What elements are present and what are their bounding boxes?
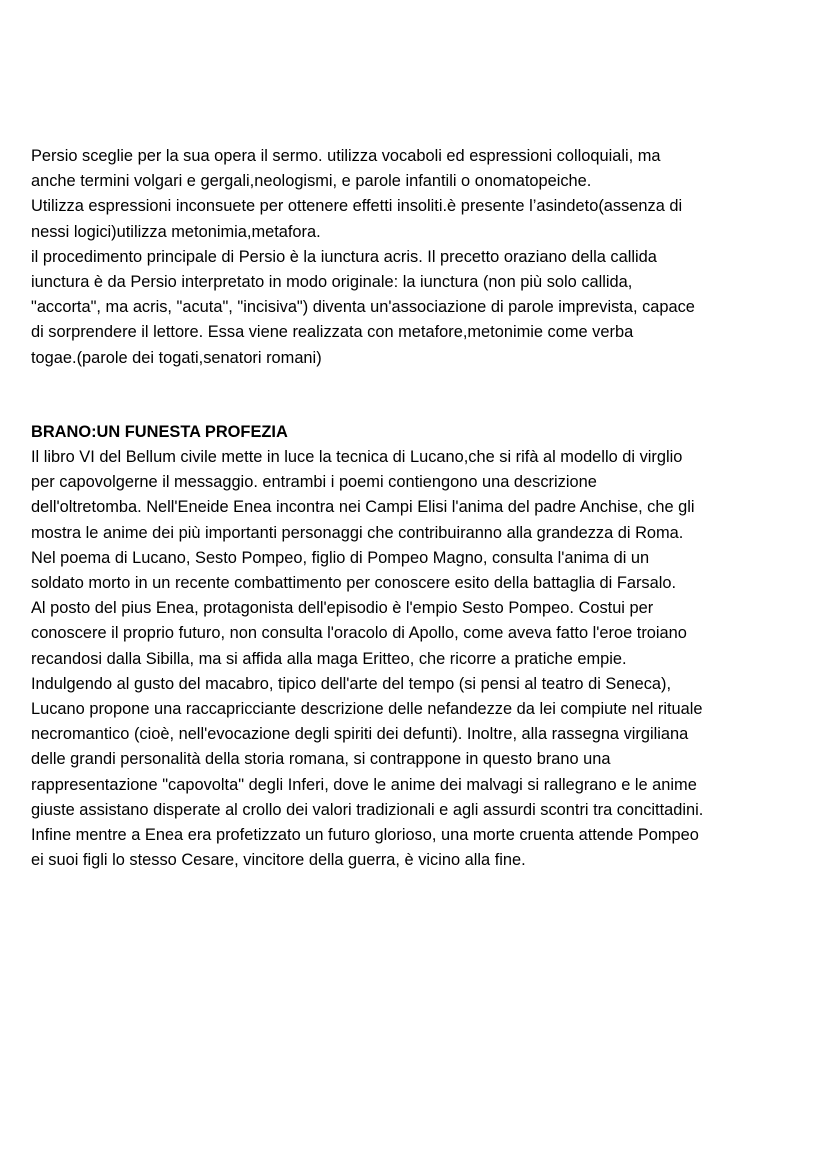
text-line: Utilizza espressioni inconsuete per ottenere effetti insoliti.è presente l’asindeto(assenza di [31,197,683,216]
text-line: recandosi dalla Sibilla, ma si affida alla maga Eritteo, che ricorre a pratiche empie. [31,649,627,668]
section-spacer [31,371,821,420]
text-line: conoscere il proprio futuro, non consulta l'oracolo di Apollo, come aveva fatto l'eroe troiano [31,624,687,643]
text-line: Al posto del pius Enea, protagonista dell'episodio è l'empio Sesto Pompeo. Costui per [31,599,654,618]
text-line: Lucano propone una raccapricciante descrizione delle nefandezze da lei compiute nel rituale [31,700,703,719]
text-line: di sorprendere il lettore. Essa viene realizzata con metafore,metonimie come verba [31,323,634,342]
text-line: dell'oltretomba. Nell'Eneide Enea incontra nei Campi Elisi l'anima del padre Anchise, che gli [31,498,695,517]
text-line: "accorta", ma acris, "acuta", "incisiva") diventa un'associazione di parole imprevista, capace [31,298,695,317]
text-line: necromantico (cioè, nell'evocazione degli spiriti dei defunti). Inoltre, alla rassegna virgiliana [31,725,689,744]
text-line: per capovolgerne il messaggio. entrambi i poemi contiengono una descrizione [31,473,597,492]
text-line: ei suoi figli lo stesso Cesare, vincitore della guerra, è vicino alla fine. [31,851,526,870]
text-line: Il libro VI del Bellum civile mette in luce la tecnica di Lucano,che si rifà al modello di virglio [31,448,683,467]
text-line: Indulgendo al gusto del macabro, tipico dell'arte del tempo (si pensi al teatro di Seneca), [31,674,672,693]
text-line: Infine mentre a Enea era profetizzato un futuro glorioso, una morte cruenta attende Pompeo [31,826,699,845]
text-line: mostra le anime dei più importanti personaggi che contribuiranno alla grandezza di Roma. [31,523,684,542]
document-page [31,144,821,873]
text-line: Nel poema di Lucano, Sesto Pompeo, figlio di Pompeo Magno, consulta l'anima di un [31,548,650,567]
text-line: il procedimento principale di Persio è la iunctura acris. Il precetto oraziano della callida [31,247,657,266]
text-line: Persio sceglie per la sua opera il sermo. utilizza vocaboli ed espressioni colloquiali, ma [31,147,661,165]
text-line: delle grandi personalità della storia romana, si contrappone in questo brano una [31,750,611,769]
text-line: anche termini volgari e gergali,neologismi, e parole infantili o onomatopeiche. [31,172,592,191]
text-line: giuste assistano disperate al crollo dei valori tradizionali e agli assurdi scontri tra concittadini. [31,800,704,819]
text-line: rappresentazione "capovolta" degli Inferi, dove le anime dei malvagi si rallegrano e le anime [31,775,697,794]
section-heading: BRANO:UN FUNESTA PROFEZIA [31,422,288,441]
text-line: togae.(parole dei togati,senatori romani) [31,348,322,367]
brano-section [31,420,821,874]
text-line: iunctura è da Persio interpretato in modo originale: la iunctura (non più solo callida, [31,273,633,292]
persio-section [31,144,821,371]
text-line: soldato morto in un recente combattimento per conoscere esito della battaglia di Farsalo. [31,574,677,593]
text-line: nessi logici)utilizza metonimia,metafora. [31,222,321,241]
